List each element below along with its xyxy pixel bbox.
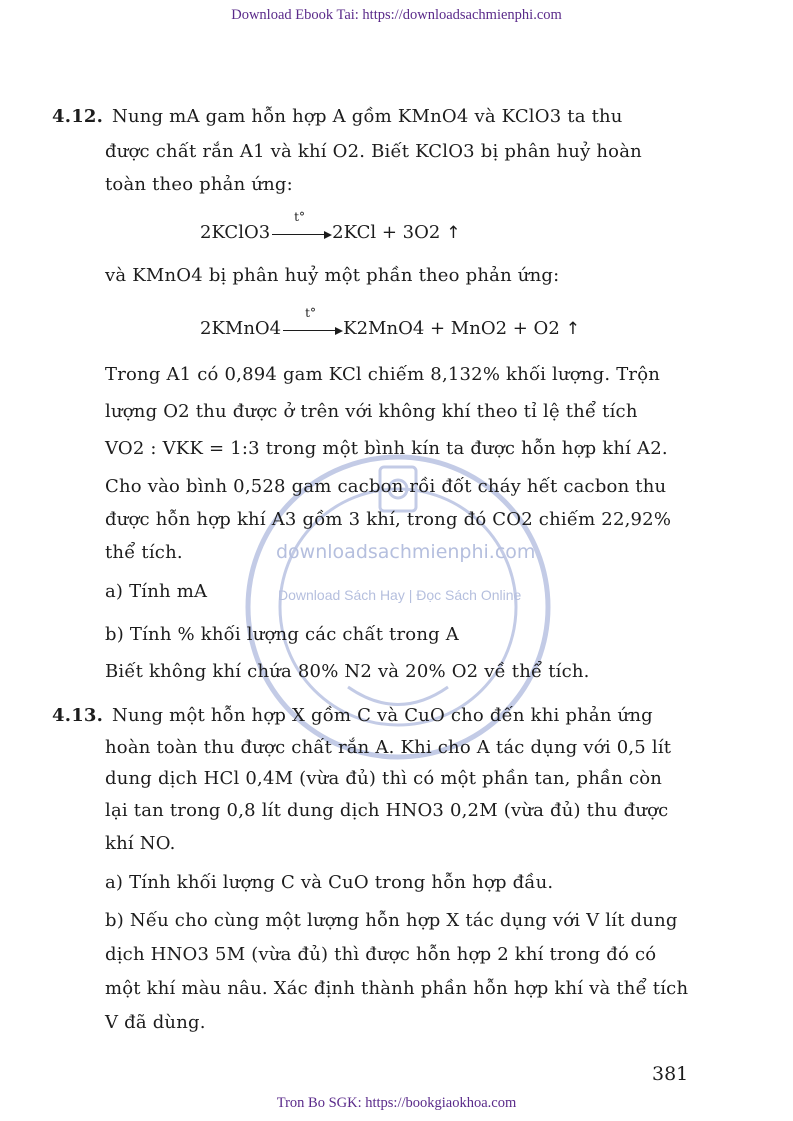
eq1-right: 2KCl + 3O2 — [332, 222, 441, 243]
gas-arrow-icon: ↑ — [446, 223, 461, 243]
problem-413-line-2: hoàn toàn thu được chất rắn A. Khi cho A tác dụng với 0,5 lít — [105, 737, 672, 758]
equation-kclo3 — [200, 210, 461, 243]
problem-413-question-b-4: V đã dùng. — [105, 1012, 206, 1033]
problem-413-line-4: lại tan trong 0,8 lít dung dịch HNO3 0,2M (vừa đủ) thu được — [105, 800, 669, 821]
eq2-right: K2MnO4 + MnO2 + O2 — [343, 318, 560, 339]
problem-413-question-b-3: một khí màu nâu. Xác định thành phần hỗn hợp khí và thể tích — [105, 978, 689, 999]
problem-412-line-6: VO2 : VKK = 1:3 trong một bình kín ta được hỗn hợp khí A2. — [105, 438, 668, 459]
problem-412-number: 4.12. — [52, 106, 104, 127]
problem-413-number: 4.13. — [52, 705, 104, 726]
problem-413-question-b-1: b) Nếu cho cùng một lượng hỗn hợp X tác dụng với V lít dung — [105, 910, 678, 931]
problem-412-question-a: a) Tính mA — [105, 581, 208, 602]
problem-412-mid: và KMnO4 bị phân huỷ một phần theo phản ứng: — [105, 265, 560, 286]
equation-kmno4 — [200, 306, 581, 339]
problem-413-line-3: dung dịch HCl 0,4M (vừa đủ) thì có một phần tan, phần còn — [105, 768, 663, 789]
problem-412-line-1: Nung mA gam hỗn hợp A gồm KMnO4 và KClO3 ta thu — [112, 106, 623, 127]
header-download-link[interactable]: Download Ebook Tai: https://downloadsachmienphi.com — [231, 7, 562, 23]
gas-arrow-icon: ↑ — [565, 319, 581, 339]
problem-413-line-1: Nung một hỗn hợp X gồm C và CuO cho đến khi phản ứng — [112, 705, 653, 726]
eq1-condition: t° — [294, 210, 305, 224]
problem-412-line-5: lượng O2 thu được ở trên với không khí theo tỉ lệ thể tích — [105, 401, 638, 422]
eq2-condition: t° — [305, 306, 316, 320]
problem-412-line-4: Trong A1 có 0,894 gam KCl chiếm 8,132% khối lượng. Trộn — [105, 364, 661, 385]
problem-412-line-2: được chất rắn A1 và khí O2. Biết KClO3 bị phân huỷ hoàn — [105, 141, 642, 162]
eq1-left: 2KClO3 — [200, 222, 271, 243]
problem-413-line-5: khí NO. — [105, 833, 176, 854]
problem-413-question-b-2: dịch HNO3 5M (vừa đủ) thì được hỗn hợp 2 khí trong đó có — [105, 944, 657, 965]
eq2-left: 2KMnO4 — [200, 318, 282, 339]
footer-sgk-link[interactable]: Tron Bo SGK: https://bookgiaokhoa.com — [276, 1095, 517, 1111]
problem-412-line-3: toàn theo phản ứng: — [105, 174, 293, 195]
reaction-arrow-icon — [272, 210, 330, 235]
problem-412-note: Biết không khí chứa 80% N2 và 20% O2 về thể tích. — [105, 661, 590, 682]
problem-412-line-9: thể tích. — [105, 542, 183, 563]
watermark-tagline: Download Sách Hay | Đọc Sách Online — [278, 587, 522, 603]
problem-412-line-7: Cho vào bình 0,528 gam cacbon rồi đốt cháy hết cacbon thu — [105, 476, 667, 497]
reaction-arrow-icon — [283, 306, 341, 331]
problem-412-question-b: b) Tính % khối lượng các chất trong A — [105, 624, 459, 645]
problem-412-line-8: được hỗn hợp khí A3 gồm 3 khí, trong đó CO2 chiếm 22,92% — [105, 509, 672, 530]
problem-413-question-a: a) Tính khối lượng C và CuO trong hỗn hợp đầu. — [105, 872, 554, 893]
page-number: 381 — [652, 1063, 689, 1085]
watermark-site: downloadsachmienphi.com — [276, 541, 536, 563]
